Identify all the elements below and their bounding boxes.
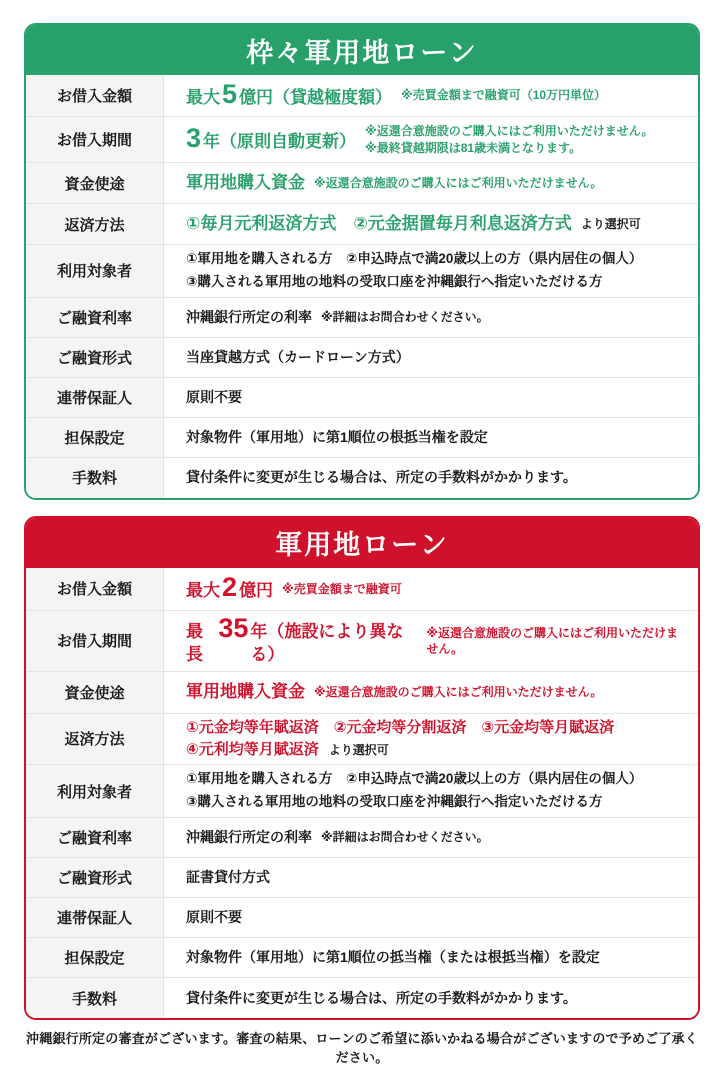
row-label: お借入金額 (26, 75, 164, 116)
row-label: 返済方法 (26, 204, 164, 244)
row-label: 担保設定 (26, 938, 164, 977)
period-note-1: ※返還合意施設のご購入にはご利用いただけません。 (365, 123, 654, 138)
row-value (164, 765, 698, 817)
row-value (164, 163, 698, 203)
row-label: 手数料 (26, 978, 164, 1018)
table-row-loan-form (26, 337, 698, 377)
row-value (164, 245, 698, 297)
screening-disclaimer: 沖縄銀行所定の審査がございます。審査の結果、ローンのご希望に添いかねる場合がございますので予めご了承ください。 (26, 1031, 698, 1066)
purpose-note: ※返還合意施設のご購入にはご利用いただけません。 (314, 685, 603, 700)
row-value (164, 611, 698, 671)
row-label: ご融資形式 (26, 338, 164, 377)
table-row-loan-form (26, 857, 698, 897)
purpose-main: 軍用地購入資金 (186, 681, 305, 701)
collateral-text: 対象物件（軍用地）に第1順位の根抵当権を設定 (186, 428, 488, 445)
row-label: お借入金額 (26, 568, 164, 610)
table-row-loan-amount (26, 75, 698, 116)
table-row-eligibility (26, 764, 698, 817)
guarantor-text: 原則不要 (186, 909, 242, 926)
row-value (164, 117, 698, 162)
row-value (164, 898, 698, 937)
table-row-fund-purpose (26, 162, 698, 203)
eligibility-line-1: ①軍用地を購入される方 ②申込時点で満20歳以上の方（県内居住の個人） (186, 251, 643, 266)
table-row-repayment-method (26, 713, 698, 765)
amount-note: ※売買金額まで融資可 (282, 581, 402, 596)
amount-suffix: 億円 (239, 581, 274, 601)
rate-main: 沖縄銀行所定の利率 (186, 829, 312, 846)
period-big-number: 3 (186, 123, 202, 154)
row-value (164, 418, 698, 457)
table-row-collateral (26, 937, 698, 977)
row-label: ご融資利率 (26, 298, 164, 337)
row-value (164, 714, 698, 765)
repayment-main: ①毎月元利返済方式 ②元金据置毎月利息返済方式 (186, 213, 572, 233)
row-value (164, 978, 698, 1018)
period-note-2: ※最終貸越期限は81歳未満となります。 (365, 140, 582, 155)
period-big-number: 35 (218, 612, 249, 643)
repayment-line-1: ①元金均等年賦返済 ②元金均等分割返済 ③元金均等月賦返済 (186, 718, 615, 736)
eligibility-line-2: ③購入される軍用地の地料の受取口座を沖縄銀行へ指定いただける方 (186, 273, 603, 289)
row-label: 連帯保証人 (26, 378, 164, 417)
amount-prefix: 最大 (186, 581, 220, 601)
row-label: 資金使途 (26, 672, 164, 713)
row-value (164, 378, 698, 417)
period-value-group (186, 125, 356, 154)
rate-note: ※詳細はお問合わせください。 (321, 310, 489, 325)
amount-prefix: 最大 (186, 88, 220, 108)
rate-note: ※詳細はお問合わせください。 (321, 830, 489, 845)
amount-big-number: 2 (222, 572, 238, 603)
table-row-fund-purpose (26, 671, 698, 713)
table-row-fee (26, 457, 698, 498)
period-suffix: 年（施設により異なる） (250, 621, 404, 664)
gunyouchi-loan-table (24, 516, 700, 1020)
eligibility-line-2: ③購入される軍用地の地料の受取口座を沖縄銀行へ指定いただける方 (186, 794, 603, 810)
table-row-guarantor (26, 377, 698, 417)
row-value (164, 938, 698, 977)
row-value (164, 458, 698, 498)
table-row-loan-period (26, 116, 698, 162)
row-value (164, 298, 698, 337)
table-row-repayment-method (26, 203, 698, 244)
period-suffix: 年（原則自動更新） (203, 132, 357, 152)
row-label: お借入期間 (26, 611, 164, 671)
repayment-line-2: ④元利均等月賦返済 (186, 740, 319, 758)
row-label: 手数料 (26, 458, 164, 498)
table-row-interest-rate (26, 817, 698, 857)
table-row-loan-period (26, 610, 698, 671)
period-note: ※返還合意施設のご購入にはご利用いただけません。 (426, 625, 679, 656)
row-label: 担保設定 (26, 418, 164, 457)
waku-loan-table (24, 23, 700, 500)
table-row-loan-amount (26, 568, 698, 610)
amount-value-group (186, 574, 273, 603)
repayment-note: より選択可 (328, 742, 389, 757)
row-value (164, 338, 698, 377)
loan-form-text: 当座貸越方式（カードローン方式） (186, 348, 410, 365)
purpose-main: 軍用地購入資金 (186, 172, 305, 192)
row-label: 利用対象者 (26, 765, 164, 817)
period-value-group (186, 612, 417, 667)
row-label: ご融資形式 (26, 858, 164, 897)
table-row-fee (26, 977, 698, 1018)
repayment-note: より選択可 (580, 216, 641, 231)
row-value (164, 672, 698, 713)
row-label: 連帯保証人 (26, 898, 164, 937)
amount-suffix: 億円（貸越極度額） (239, 88, 393, 108)
repayment-line-2-group (186, 740, 389, 760)
row-value (164, 858, 698, 897)
row-label: お借入期間 (26, 117, 164, 162)
loan-form-text: 証書貸付方式 (186, 869, 270, 886)
table-row-eligibility (26, 244, 698, 297)
row-label: ご融資利率 (26, 818, 164, 857)
row-value (164, 75, 698, 116)
row-value (164, 818, 698, 857)
amount-big-number: 5 (222, 79, 238, 110)
period-notes (365, 123, 653, 157)
amount-note: ※売買金額まで融資可（10万円単位） (401, 88, 607, 103)
purpose-note: ※返還合意施設のご購入にはご利用いただけません。 (314, 175, 603, 190)
eligibility-line-1: ①軍用地を購入される方 ②申込時点で満20歳以上の方（県内居住の個人） (186, 771, 643, 787)
collateral-text: 対象物件（軍用地）に第1順位の抵当権（または根抵当権）を設定 (186, 949, 600, 966)
period-prefix: 最長 (186, 621, 203, 664)
fee-text: 貸付条件に変更が生じる場合は、所定の手数料がかかります。 (186, 469, 577, 486)
table-row-collateral (26, 417, 698, 457)
fee-text: 貸付条件に変更が生じる場合は、所定の手数料がかかります。 (186, 989, 577, 1006)
row-label: 資金使途 (26, 163, 164, 203)
row-value (164, 204, 698, 244)
row-value (164, 568, 698, 610)
rate-main: 沖縄銀行所定の利率 (186, 308, 312, 325)
row-label: 利用対象者 (26, 245, 164, 297)
gunyouchi-loan-title: 軍用地ローン (26, 518, 698, 568)
guarantor-text: 原則不要 (186, 388, 242, 405)
amount-value-group (186, 81, 392, 110)
table-row-interest-rate (26, 297, 698, 337)
table-row-guarantor (26, 897, 698, 937)
waku-loan-title: 枠々軍用地ローン (26, 25, 698, 75)
row-label: 返済方法 (26, 714, 164, 765)
